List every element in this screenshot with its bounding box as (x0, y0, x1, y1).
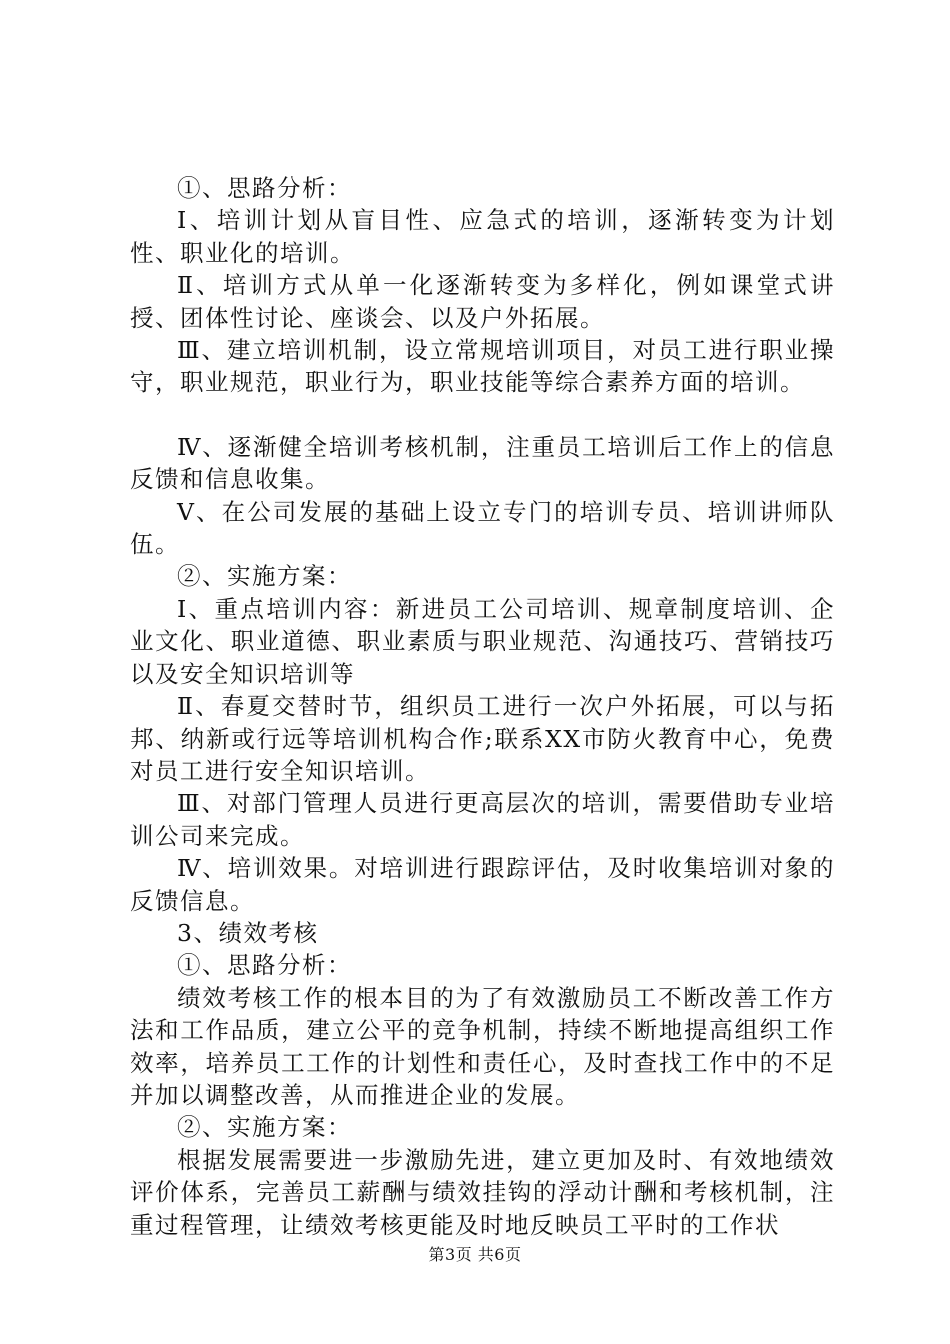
paragraph-performance-plan: 根据发展需要进一步激励先进，建立更加及时、有效地绩效评价体系，完善员工薪酬与绩效挂钩的浮动计酬和考核机制，注重过程管理，让绩效考核更能及时地反映员工平时的工作状 (130, 1145, 835, 1239)
paragraph-training-assessment: Ⅳ、逐渐健全培训考核机制，注重员工培训后工作上的信息反馈和信息收集。 (130, 432, 835, 494)
paragraph-training-plan: Ⅰ、培训计划从盲目性、应急式的培训，逐渐转变为计划性、职业化的培训。 (130, 206, 835, 267)
paragraph-training-team: Ⅴ、在公司发展的基础上设立专门的培训专员、培训讲师队伍。 (130, 497, 835, 559)
paragraph-management-training: Ⅲ、对部门管理人员进行更高层次的培训，需要借助专业培训公司来完成。 (130, 789, 835, 850)
paragraph-training-mechanism: Ⅲ、建立培训机制，设立常规培训项目，对员工进行职业操守，职业规范，职业行为，职业技能等综合素养方面的培训。 (130, 336, 835, 397)
paragraph-outdoor-training: Ⅱ、春夏交替时节，组织员工进行一次户外拓展，可以与拓邦、纳新或行远等培训机构合作;联系XX市防火教育中心，免费对员工进行安全知识培训。 (130, 692, 835, 785)
paragraph-thinking-analysis-heading: ①、思路分析： (177, 174, 352, 202)
paragraph-performance-implementation-heading: ②、实施方案： (177, 1113, 352, 1142)
paragraph-training-effect: Ⅳ、培训效果。对培训进行跟踪评估，及时收集培训对象的反馈信息。 (130, 854, 835, 915)
section-heading-performance: 3、绩效考核 (177, 918, 319, 947)
page-number-footer: 第3页 共6页 (428, 1245, 522, 1264)
paragraph-performance-purpose: 绩效考核工作的根本目的为了有效激励员工不断改善工作方法和工作品质，建立公平的竞争机制，持续不断地提高组织工作效率，培养员工工作的计划性和责任心，及时查找工作中的不足并加以调整改善，从而推进企业的发展。 (130, 983, 835, 1109)
paragraph-performance-analysis-heading: ①、思路分析： (177, 951, 352, 980)
paragraph-implementation-heading: ②、实施方案： (177, 562, 352, 591)
paragraph-training-method: Ⅱ、培训方式从单一化逐渐转变为多样化，例如课堂式讲授、团体性讨论、座谈会、以及户外拓展。 (130, 271, 835, 332)
document-body (130, 172, 835, 1241)
paragraph-key-training-content: Ⅰ、重点培训内容：新进员工公司培训、规章制度培训、企业文化、职业道德、职业素质与职业规范、沟通技巧、营销技巧以及安全知识培训等 (130, 594, 835, 688)
